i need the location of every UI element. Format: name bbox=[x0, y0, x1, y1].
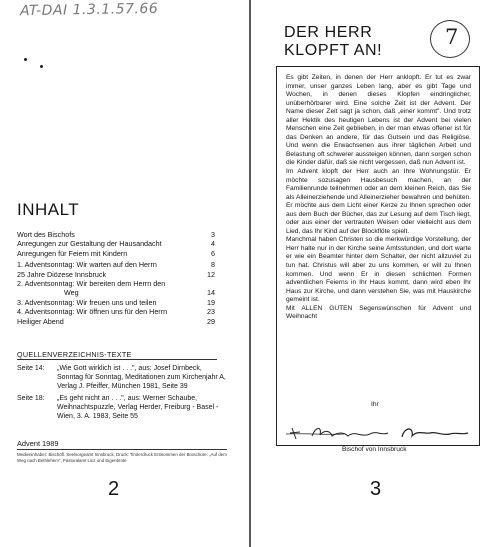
closing: Ihr bbox=[371, 401, 379, 408]
sources-list bbox=[17, 364, 227, 421]
archive-mark: AT-DAI 1.3.1.57.66 bbox=[19, 0, 159, 20]
letter-paragraph: Im Advent klopft der Herr auch an Ihre Wohnungstür. Er möchte sozusagen Hausbesuch machen, an der Familienrunde teilnehmen oder an dem kleinen Reich, das Sie als Alleinerziehende und Alleinerzieher bewahren und behüten. Er möchte aus dem Licht einer Kerze zu Ihnen sprechen oder aus dem Buch der Bücher, das zur Lesung auf dem Tisch liegt, oder aus einer der vertrauten Weisen oder vielleicht aus dem Lied, das Ihr Kind auf der Blockflöte spielt. bbox=[286, 168, 471, 235]
toc-page-number: 29 bbox=[207, 316, 215, 326]
article-title bbox=[284, 24, 382, 60]
toc-row bbox=[17, 270, 215, 279]
toc-title-text: Heiliger Abend bbox=[17, 316, 64, 326]
toc-title: INHALT bbox=[17, 200, 80, 219]
stamp-number: 7 bbox=[445, 25, 459, 49]
toc-page-number bbox=[201, 279, 215, 288]
toc-page-number: 3 bbox=[211, 230, 215, 239]
letter-paragraph: Manchmal haben Christen so die merkwürdige Vorstellung, der Herr halte nur in der Kirche seine Amtsstunden, und dort warte er wie ein Beamter hinter dem Schalter, der nicht allzuviel zu tun hat. Christus will aber zu uns kommen, er will zu Ihnen kommen. Und wenn Er in diesen schlichten Formen adventlichen Feierns in Ihr Haus kommt, dann wird eben Ihr Haus zur Kirche, und dann verstehen Sie, was mit Hauskirche gemeint ist. bbox=[286, 236, 471, 304]
toc-title-text: 2. Adventsonntag: Wir bereiten dem Herrn den bbox=[17, 279, 166, 289]
toc-row bbox=[17, 307, 215, 316]
source-label: Seite 18: bbox=[17, 394, 45, 402]
source-label: Seite 14: bbox=[17, 365, 45, 372]
toc-row bbox=[17, 239, 215, 248]
toc-row bbox=[17, 249, 215, 258]
article-title-line: KLOPFT AN! bbox=[284, 42, 383, 59]
toc-row bbox=[17, 279, 215, 288]
imprint: Medieninhaber: Bischöfl. Seelsorgeamt Innsbruck, Druck: Tirolerdruck Entnommen der Broschüre: „Auf dem Weg nach Bethlehem", Pastoralamt Linz und Eigenbrote bbox=[17, 452, 227, 463]
toc-page-number: 4 bbox=[211, 239, 215, 249]
toc-title-text: Anregungen zur Gestaltung der Hausandacht bbox=[17, 239, 162, 249]
toc-title-text: 4. Adventsonntag: Wir öffnen uns für den Herrn bbox=[17, 307, 168, 317]
letter-paragraph: Es gibt Zeiten, in denen der Herr anklopft. Er tut es zwar immer, unser ganzes Leben lang, aber es gibt Tage und Wochen, in denen dieses Klopfen eindringlicher, unüberhörbarer wird. Eine solche Zeit ist der Advent. Der Name dieser Zeit sagt ja schon, daß „einer kommt". Und trotz aller Hektik des heutigen Lebens ist der Advent bei vielen Menschen eine Zeit geblieben, in der man etwas offener ist für das Denken an andere, für das Gutsein und das Religiöse. Und wenn die Erwachsenen aus ihrer täglichen Arbeit und Belastung oft schwerer aussteigen können, dann sorgen schon die Kinder dafür, daß sie nicht vergessen, daß nun Advent ist. bbox=[286, 74, 471, 167]
toc-row bbox=[17, 317, 215, 326]
page-number-left: 2 bbox=[108, 478, 120, 500]
divider bbox=[17, 359, 217, 360]
toc-row bbox=[17, 230, 215, 239]
toc-title-text: 25 Jahre Diözese Innsbruck bbox=[17, 269, 107, 279]
toc-page-number: 8 bbox=[211, 260, 215, 270]
signer-title: Bischof von Innsbruck bbox=[342, 446, 407, 453]
sources-title: QUELLENVERZEICHNIS-TEXTE bbox=[17, 350, 132, 359]
article-title-line: DER HERR bbox=[284, 24, 373, 41]
signature bbox=[284, 424, 470, 442]
toc-page-number: 12 bbox=[207, 269, 215, 279]
toc-row bbox=[17, 260, 215, 269]
stray-dot bbox=[40, 65, 43, 68]
stray-dot bbox=[24, 58, 27, 61]
source-entry bbox=[17, 364, 227, 392]
toc-page-number: 6 bbox=[211, 248, 215, 258]
toc-title-continuation: Weg bbox=[64, 288, 79, 298]
toc-row bbox=[17, 298, 215, 307]
table-of-contents bbox=[17, 230, 215, 326]
divider bbox=[17, 449, 227, 450]
source-text: „Wie Gott wirklich ist . . .", aus: Josef Dirnbeck, Sonntag für Sonntag, Meditationen zum Kirchenjahr A, Verlag J. Pfeiffer, München 1981, Seite 39 bbox=[57, 365, 226, 391]
toc-page-number: 14 bbox=[207, 288, 215, 298]
toc-page-number: 23 bbox=[207, 307, 215, 317]
letter-body bbox=[286, 74, 471, 322]
source-entry bbox=[17, 394, 227, 422]
toc-page-number: 19 bbox=[207, 297, 215, 307]
toc-title-text: 3. Adventsonntag: Wir freuen uns und teilen bbox=[17, 297, 157, 307]
toc-title-text: 1. Adventsonntag: Wir warten auf den Herrn bbox=[17, 260, 157, 270]
toc-title-text: Anregungen für Feiern mit Kindern bbox=[17, 248, 128, 258]
toc-title-text: Wort des Bischofs bbox=[17, 230, 75, 239]
advent-date: Advent 1989 bbox=[17, 439, 59, 448]
letter-paragraph: Mit ALLEN GUTEN Segenswünschen für Advent und Weihnacht bbox=[286, 304, 471, 321]
source-text: „Es geht nicht an . . .", aus: Werner Schaube, Weihnachtspuzzle, Verlag Herder, Freiburg - Basel - Wien, 3. A. 1983, Seite 55 bbox=[57, 394, 219, 421]
page-number-right: 3 bbox=[370, 478, 382, 500]
toc-row-continuation bbox=[17, 288, 215, 297]
handwritten-number-stamp bbox=[430, 20, 470, 58]
